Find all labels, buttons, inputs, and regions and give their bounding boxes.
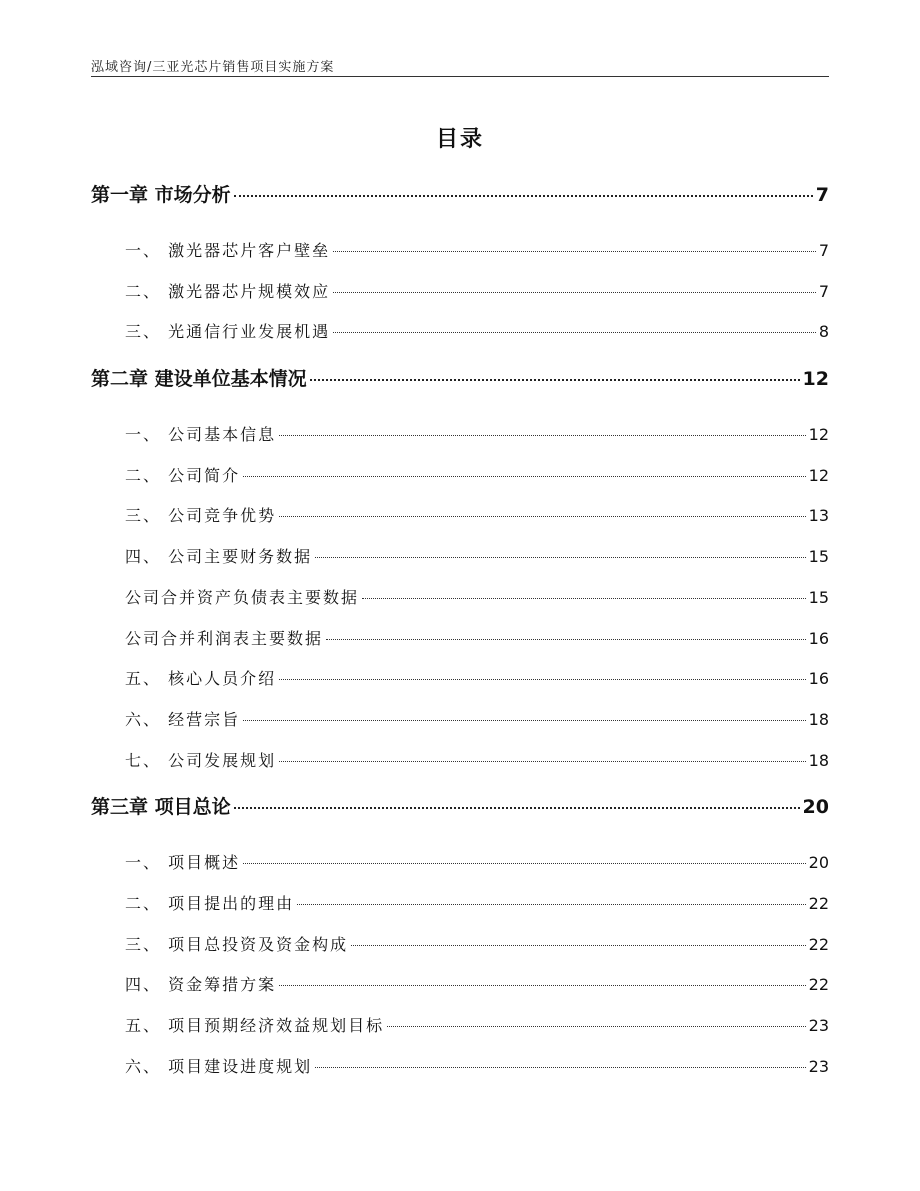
dot-leader	[315, 557, 806, 558]
toc-label: 一、 公司基本信息	[125, 425, 277, 445]
toc-section[interactable]	[91, 850, 829, 891]
toc-section[interactable]	[91, 422, 829, 463]
toc-section[interactable]	[91, 503, 829, 544]
dot-leader	[362, 598, 806, 599]
toc-label: 四、 资金筹措方案	[125, 975, 277, 995]
toc-section[interactable]	[91, 544, 829, 585]
dot-leader	[315, 1067, 806, 1068]
dot-leader	[279, 435, 806, 436]
toc-label: 第一章 市场分析	[91, 184, 231, 206]
toc-label: 七、 公司发展规划	[125, 750, 277, 770]
dot-leader	[297, 904, 806, 905]
running-header: 泓域咨询/三亚光芯片销售项目实施方案	[91, 60, 335, 75]
toc-page-number: 18	[808, 709, 829, 729]
toc-label: 二、 项目提出的理由	[125, 893, 295, 913]
toc-page-number: 12	[802, 368, 829, 391]
dot-leader	[234, 807, 800, 809]
toc-page-number: 22	[808, 934, 829, 954]
dot-leader	[243, 720, 806, 721]
toc-subsection[interactable]	[91, 626, 829, 667]
toc-page-number: 7	[815, 184, 829, 206]
dot-leader	[279, 985, 806, 986]
dot-leader	[310, 379, 800, 381]
toc-page-number: 23	[808, 1056, 829, 1076]
toc-label: 五、 核心人员介绍	[125, 669, 277, 689]
toc-page-number: 22	[808, 975, 829, 995]
toc-label: 第三章 项目总论	[91, 796, 231, 819]
toc-section[interactable]	[91, 666, 829, 707]
toc-chapter[interactable]	[91, 180, 829, 220]
toc-page-number: 7	[818, 241, 829, 260]
dot-leader	[243, 476, 806, 477]
header-rule	[91, 76, 829, 77]
table-of-contents	[91, 176, 829, 1094]
dot-leader	[279, 679, 806, 680]
toc-page-number: 20	[802, 796, 829, 819]
toc-label: 二、 激光器芯片规模效应	[125, 281, 331, 301]
toc-section[interactable]	[91, 279, 829, 320]
toc-label: 五、 项目预期经济效益规划目标	[125, 1016, 385, 1035]
toc-section[interactable]	[91, 319, 829, 360]
dot-leader	[243, 863, 806, 864]
dot-leader	[387, 1026, 806, 1027]
toc-page-number: 13	[808, 506, 829, 526]
dot-leader	[279, 761, 806, 762]
toc-page-number: 16	[808, 669, 829, 689]
dot-leader	[234, 195, 813, 197]
toc-section[interactable]	[91, 463, 829, 504]
toc-page-number: 15	[808, 587, 829, 607]
toc-section[interactable]	[91, 972, 829, 1013]
toc-label: 一、 激光器芯片客户壁垒	[125, 241, 331, 260]
toc-label: 三、 公司竞争优势	[125, 506, 277, 526]
toc-label: 三、 项目总投资及资金构成	[125, 934, 349, 954]
toc-section[interactable]	[91, 707, 829, 748]
toc-section[interactable]	[91, 891, 829, 932]
toc-page-number: 20	[808, 853, 829, 873]
toc-page-number: 8	[818, 322, 829, 342]
toc-section[interactable]	[91, 932, 829, 973]
toc-subsection[interactable]	[91, 585, 829, 626]
toc-page-number: 23	[808, 1016, 829, 1035]
toc-page-number: 12	[808, 425, 829, 445]
dot-leader	[333, 251, 816, 252]
toc-page-number: 7	[818, 281, 829, 301]
toc-page-number: 18	[808, 750, 829, 770]
toc-label: 一、 项目概述	[125, 853, 241, 873]
page-title: 目录	[435, 127, 484, 152]
toc-label: 二、 公司简介	[125, 465, 241, 485]
toc-label: 六、 经营宗旨	[125, 709, 241, 729]
toc-page-number: 16	[808, 628, 829, 648]
toc-label: 四、 公司主要财务数据	[125, 547, 313, 567]
dot-leader	[326, 639, 806, 640]
dot-leader	[333, 292, 816, 293]
toc-label: 三、 光通信行业发展机遇	[125, 322, 331, 342]
toc-section[interactable]	[91, 1054, 829, 1095]
toc-page-number: 12	[808, 465, 829, 485]
toc-section[interactable]	[91, 1013, 829, 1054]
toc-section[interactable]	[91, 748, 829, 789]
toc-chapter[interactable]	[91, 792, 829, 832]
toc-label: 六、 项目建设进度规划	[125, 1056, 313, 1076]
toc-section[interactable]	[91, 238, 829, 279]
dot-leader	[279, 516, 806, 517]
toc-page-number: 22	[808, 893, 829, 913]
toc-chapter[interactable]	[91, 364, 829, 404]
toc-label: 公司合并资产负债表主要数据	[125, 587, 360, 607]
toc-page-number: 15	[808, 547, 829, 567]
dot-leader	[351, 945, 806, 946]
toc-label: 第二章 建设单位基本情况	[91, 368, 307, 391]
toc-label: 公司合并利润表主要数据	[125, 628, 324, 648]
dot-leader	[333, 332, 816, 333]
